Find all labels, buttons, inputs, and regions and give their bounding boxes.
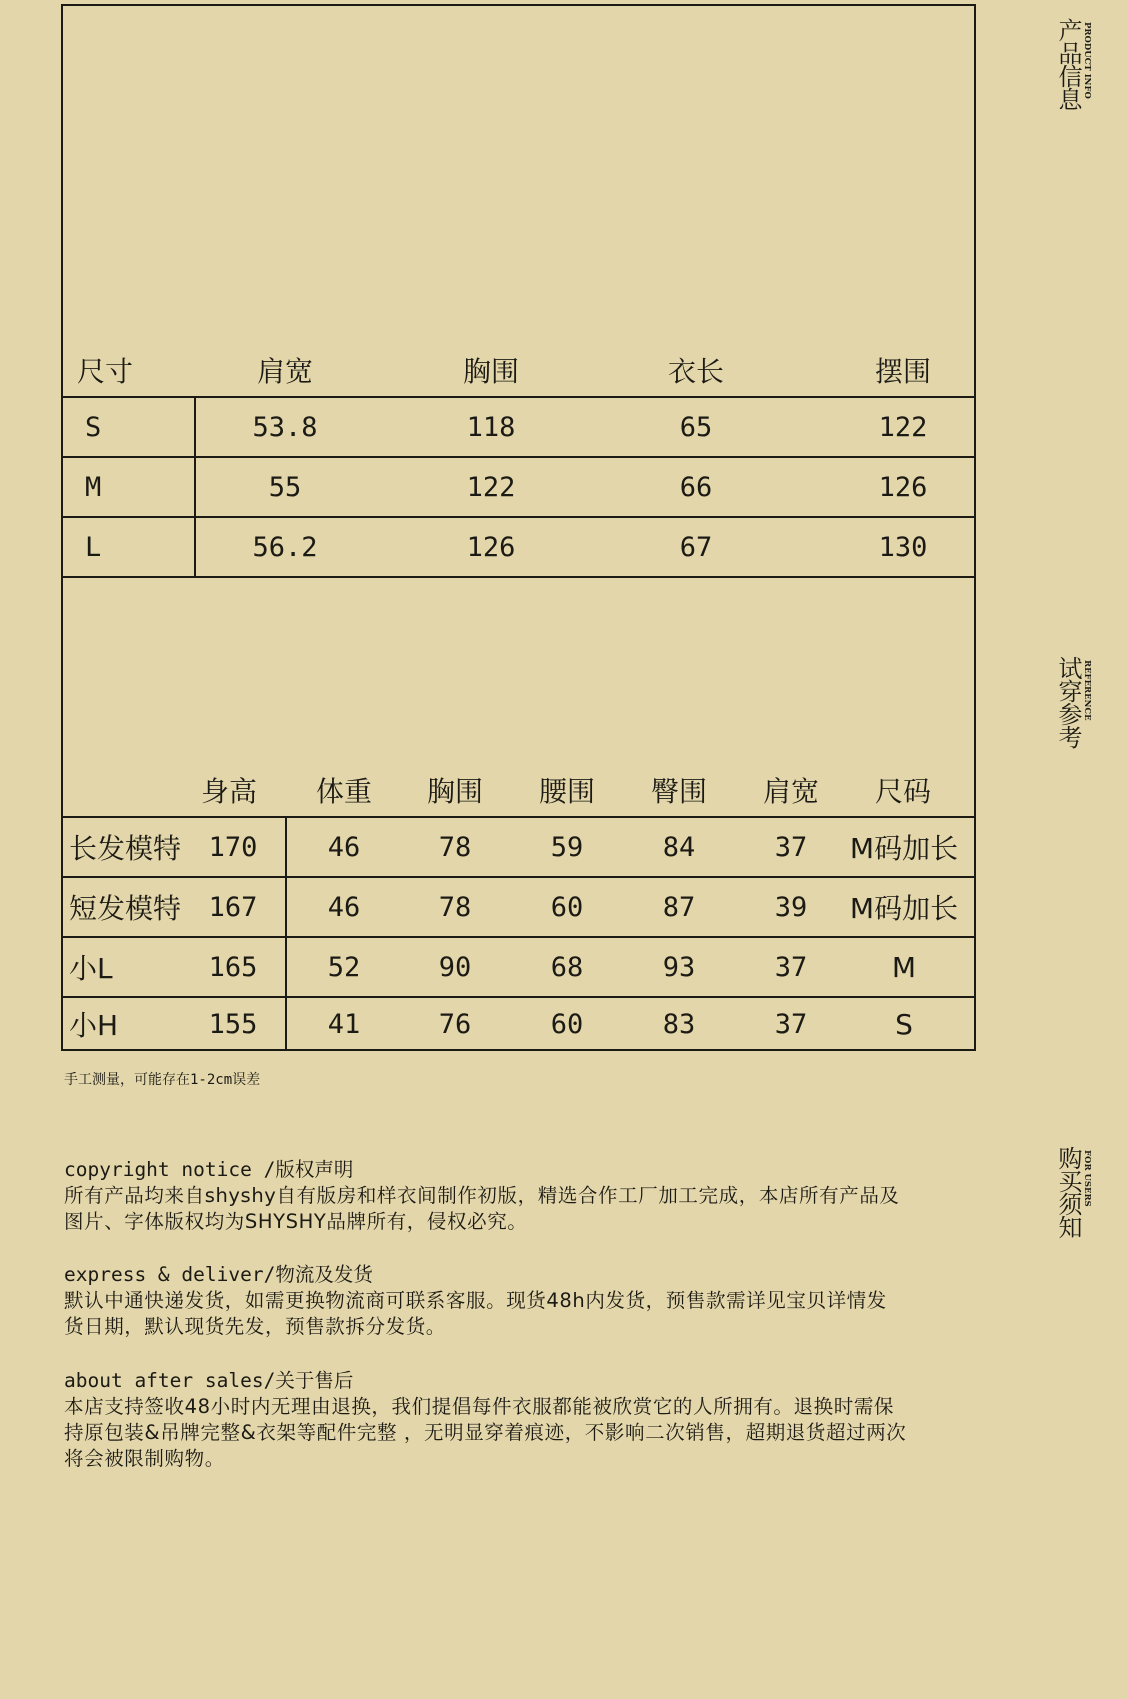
model-cell: 165 [208,951,258,983]
side-label-cn: 试穿参考 [1054,656,1082,748]
model-cell: 68 [550,951,584,983]
model-cell: 37 [774,831,808,863]
size-cell: 67 [679,531,713,563]
after-sales-section [64,1368,980,1472]
copyright-heading: copyright notice /版权声明 [64,1158,354,1181]
size-cell: 130 [878,531,928,563]
model-cell: 78 [438,891,472,923]
model-cell: M码加长 [849,892,959,925]
model-header-height: 身高 [200,775,257,808]
model-cell: 46 [327,831,361,863]
model-cell: 76 [438,1008,472,1040]
model-cell: 155 [208,1008,258,1040]
side-label-en: REFERENCE [1082,660,1092,721]
size-cell: 65 [679,411,713,443]
size-table-rule [63,576,974,578]
size-cell: 66 [679,471,713,503]
model-header-shoulder: 肩宽 [762,775,819,808]
after-sales-line: 持原包装&吊牌完整&衣架等配件完整 ，无明显穿着痕迹，不影响二次销售，超期退货超过两次 [64,1421,907,1444]
copyright-line: 图片、字体版权均为SHYSHY品牌所有，侵权必究。 [64,1210,528,1233]
side-label-reference [1055,656,1092,748]
side-label-product-info [1055,18,1092,110]
size-table-divider [194,396,196,576]
model-header-waist: 腰围 [538,775,595,808]
size-header-hem: 摆围 [874,355,931,388]
side-label-en: PRODUCT INFO [1082,22,1092,99]
model-cell: 41 [327,1008,361,1040]
model-cell: S [895,1007,913,1041]
model-cell: 170 [208,831,258,863]
delivery-line: 默认中通快递发货，如需更换物流商可联系客服。现货48h内发货，预售款需详见宝贝详情发 [64,1289,887,1312]
model-row-label: 小H [69,1009,119,1042]
model-cell: 84 [662,831,696,863]
size-cell: 126 [878,471,928,503]
model-row-label: 长发模特 [69,832,182,865]
size-cell: 53.8 [252,411,318,443]
size-row-label: S [85,411,102,443]
after-sales-heading: about after sales/关于售后 [64,1369,354,1392]
model-header-weight: 体重 [315,775,372,808]
copyright-section [64,1157,980,1235]
size-cell: 122 [466,471,516,503]
model-cell: 78 [438,831,472,863]
size-cell: 126 [466,531,516,563]
model-cell: 167 [208,891,258,923]
model-row-label: 小L [69,952,113,985]
size-row-label: M [85,471,102,503]
model-cell: 39 [774,891,808,923]
delivery-heading: express & deliver/物流及发货 [64,1263,373,1286]
model-row-label: 短发模特 [69,892,182,925]
size-cell: 122 [878,411,928,443]
size-header-shoulder: 肩宽 [256,355,313,388]
after-sales-line: 本店支持签收48小时内无理由退换，我们提倡每件衣服都能被欣赏它的人所拥有。退换时需保 [64,1395,895,1418]
size-header-size: 尺寸 [77,355,134,388]
model-header-chest: 胸围 [426,775,483,808]
size-cell: 118 [466,411,516,443]
model-cell: 59 [550,831,584,863]
size-row-label: L [85,531,102,563]
model-cell: 52 [327,951,361,983]
model-header-hip: 臀围 [650,775,707,808]
model-cell: 60 [550,1008,584,1040]
model-cell: 93 [662,951,696,983]
size-header-length: 衣长 [667,355,724,388]
side-label-for-users [1055,1146,1092,1238]
delivery-section [64,1262,980,1340]
size-header-chest: 胸围 [462,355,519,388]
model-cell: 90 [438,951,472,983]
size-cell: 56.2 [252,531,318,563]
model-cell: 83 [662,1008,696,1040]
model-cell: M码加长 [849,832,959,865]
model-cell: 46 [327,891,361,923]
side-label-cn: 购买须知 [1054,1146,1082,1238]
size-cell: 55 [268,471,302,503]
model-cell: 37 [774,951,808,983]
delivery-line: 货日期，默认现货先发，预售款拆分发货。 [64,1315,446,1338]
measurement-note: 手工测量，可能存在1-2cm误差 [64,1072,261,1088]
after-sales-line: 将会被限制购物。 [64,1447,225,1470]
model-table-divider [285,816,287,1049]
side-label-cn: 产品信息 [1054,18,1082,110]
model-cell: 60 [550,891,584,923]
side-label-en: FOR USERS [1082,1150,1092,1207]
model-cell: M [891,950,917,984]
model-header-size: 尺码 [874,775,931,808]
size-panel [61,4,976,1051]
copyright-line: 所有产品均来自shyshy自有版房和样衣间制作初版，精选合作工厂加工完成，本店所有产品及 [64,1184,900,1207]
model-cell: 87 [662,891,696,923]
model-cell: 37 [774,1008,808,1040]
